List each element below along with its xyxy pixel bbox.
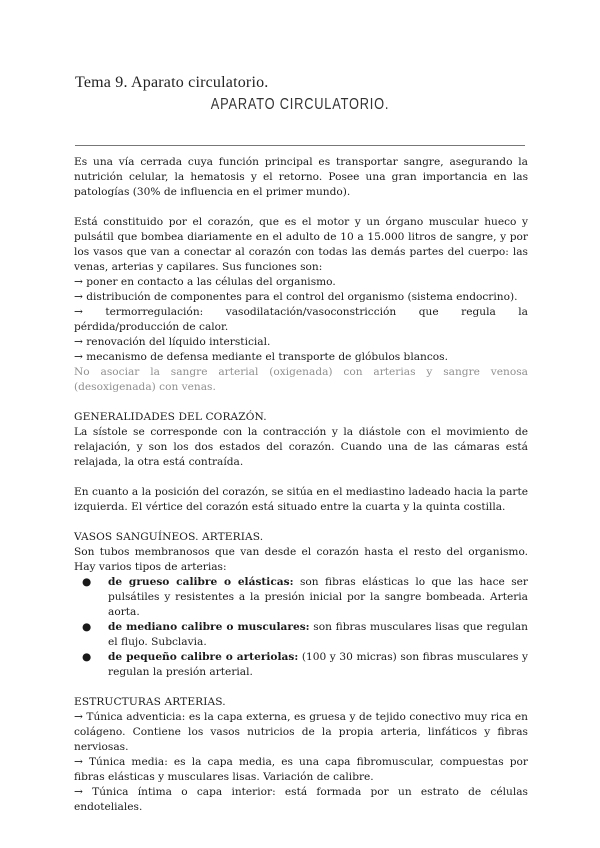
heart-heading: GENERALIDADES DEL CORAZÓN. xyxy=(74,411,267,423)
function-item: → renovación del líquido intersticial. xyxy=(74,336,271,348)
heart-paragraph-1: La sístole se corresponde con la contracción y la diástole con el movimiento de relajación, y son los dos estados del corazón. Cuando una de las cámaras está relajada, la otra está contraída. xyxy=(74,426,528,468)
structure-line: → Túnica íntima o capa interior: está formada por un estrato de células endoteliales. xyxy=(74,786,528,813)
function-item: → distribución de componentes para el control del organismo (sistema endocrino). xyxy=(74,291,518,303)
artery-types-list xyxy=(74,575,528,680)
artery-type-desc: (100 y 30 micras) son fibras musculares y regulan la presión arterial. xyxy=(108,651,528,678)
bullet-icon: ● xyxy=(82,576,92,588)
vessels-heading: VASOS SANGUÍNEOS. ARTERIAS. xyxy=(74,531,264,543)
function-item: → poner en contacto a las células del organismo. xyxy=(74,276,336,288)
artery-type-desc: son fibras elásticas lo que las hace ser pulsátiles y resistentes a la presión inicial por la sangre bombeada. Arteria aorta. xyxy=(108,576,528,618)
intro-paragraph-1: Es una vía cerrada cuya función principal es transportar sangre, asegurando la nutrición celular, la hematosis y el retorno. Posee una gran importancia en las patologías (30% de influencia en el primer mundo). xyxy=(74,156,528,198)
main-title: APARATO CIRCULATORIO. xyxy=(210,96,390,113)
structures-heading: ESTRUCTURAS ARTERIAS. xyxy=(74,696,226,708)
bullet-icon: ● xyxy=(82,651,92,663)
structure-line: → Túnica adventicia: es la capa externa, es gruesa y de tejido conectivo muy rica en colágeno. Contiene los vasos nutricios de la propia arteria, linfáticos y fibras nerviosas. xyxy=(74,711,528,753)
function-item: → termorregulación: vasodilatación/vasoconstricción que regula la pérdida/producción de calor. xyxy=(74,306,528,333)
structure-line: → Túnica media: es la capa media, es una capa fibromuscular, compuestas por fibras elásticas y musculares lisas. Variación de calibre. xyxy=(74,756,528,783)
bullet-icon: ● xyxy=(82,621,92,633)
artery-type-term: de pequeño calibre o arteriolas: xyxy=(108,651,299,663)
vessels-intro: Son tubos membranosos que van desde el corazón hasta el resto del organismo. Hay varios tipos de arterias: xyxy=(74,546,528,573)
document-body xyxy=(74,155,528,815)
list-item xyxy=(82,620,528,650)
topic-title: Tema 9. Aparato circulatorio. xyxy=(75,74,269,91)
note-text: No asociar la sangre arterial (oxigenada) con arterias y sangre venosa (desoxigenada) con venas. xyxy=(74,366,528,393)
list-item xyxy=(82,575,528,620)
intro-paragraph-2: Está constituido por el corazón, que es el motor y un órgano muscular hueco y pulsátil que bombea diariamente en el adulto de 10 a 15.000 litros de sangre, y por los vasos que van a conectar al corazón con todas las demás partes del cuerpo: las venas, arterias y capilares. Sus funciones son: xyxy=(74,216,528,273)
list-item xyxy=(82,650,528,680)
divider xyxy=(75,145,525,146)
artery-type-term: de grueso calibre o elásticas: xyxy=(108,576,294,588)
heart-paragraph-2: En cuanto a la posición del corazón, se sitúa en el mediastino ladeado hacia la parte izquierda. El vértice del corazón está situado entre la cuarta y la quinta costilla. xyxy=(74,486,528,513)
function-item: → mecanismo de defensa mediante el transporte de glóbulos blancos. xyxy=(74,351,448,363)
artery-type-desc: son fibras musculares lisas que regulan el flujo. Subclavia. xyxy=(108,621,528,648)
artery-type-term: de mediano calibre o musculares: xyxy=(108,621,310,633)
